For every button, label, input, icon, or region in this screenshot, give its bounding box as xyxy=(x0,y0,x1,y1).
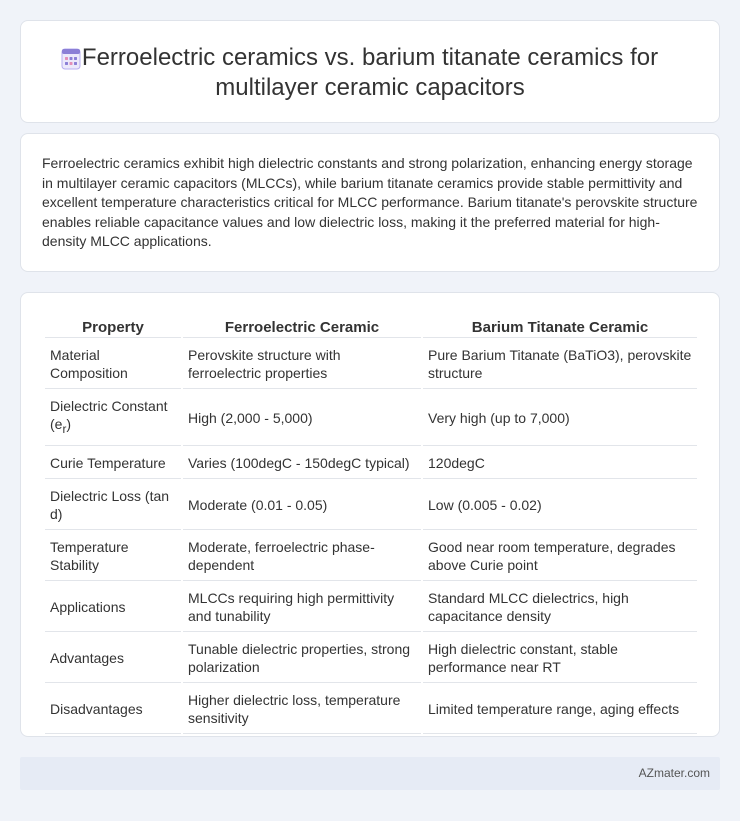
page-title-line1: Ferroelectric ceramics vs. barium titanate ceramics for xyxy=(81,44,659,71)
footer-bar xyxy=(20,757,720,790)
comparison-table-card xyxy=(20,292,720,737)
table-row xyxy=(45,340,697,389)
cell-property: Material Composition xyxy=(45,340,181,389)
header-ferroelectric: Ferroelectric Ceramic xyxy=(183,317,421,338)
comparison-table xyxy=(43,315,699,736)
cell-barium-titanate: Good near room temperature, degrades above Curie point xyxy=(423,532,697,581)
table-row xyxy=(45,391,697,446)
table-row xyxy=(45,532,697,581)
cell-property: Curie Temperature xyxy=(45,448,181,479)
cell-ferroelectric: Perovskite structure with ferroelectric properties xyxy=(183,340,421,389)
summary-card xyxy=(20,133,720,272)
cell-property: Applications xyxy=(45,583,181,632)
cell-barium-titanate: Very high (up to 7,000) xyxy=(423,391,697,446)
cell-barium-titanate: 120degC xyxy=(423,448,697,479)
summary-text: Ferroelectric ceramics exhibit high dielectric constants and strong polarization, enhancing energy storage in multilayer ceramic capacitors (MLCCs), while barium titanate ceramics provide stable permittivity and excellent temperature characteristics critical for MLCC performance. Barium titanate's perovskite structure enables reliable capacitance values and low dielectric loss, making it the preferred material for high-density MLCC applications. xyxy=(42,155,698,249)
table-row xyxy=(45,583,697,632)
table-header-row xyxy=(45,317,697,338)
dielectric-subscript: r xyxy=(62,422,67,436)
cell-property xyxy=(45,391,181,446)
dielectric-constant-label: Dielectric Constant (e xyxy=(50,398,168,432)
cell-ferroelectric: Moderate, ferroelectric phase-dependent xyxy=(183,532,421,581)
dielectric-suffix: ) xyxy=(66,416,72,432)
cell-ferroelectric: Moderate (0.01 - 0.05) xyxy=(183,481,421,530)
cell-barium-titanate: Limited temperature range, aging effects xyxy=(423,685,697,734)
page-title xyxy=(21,43,719,103)
table-row xyxy=(45,448,697,479)
cell-property: Dielectric Loss (tan d) xyxy=(45,481,181,530)
cell-barium-titanate: Standard MLCC dielectrics, high capacitance density xyxy=(423,583,697,632)
table-row xyxy=(45,481,697,530)
title-card xyxy=(20,20,720,123)
cell-property: Disadvantages xyxy=(45,685,181,734)
cell-barium-titanate: Pure Barium Titanate (BaTiO3), perovskite structure xyxy=(423,340,697,389)
cell-ferroelectric: High (2,000 - 5,000) xyxy=(183,391,421,446)
cell-ferroelectric: Tunable dielectric properties, strong polarization xyxy=(183,634,421,683)
page-title-line2: multilayer ceramic capacitors xyxy=(215,74,525,101)
cell-barium-titanate: High dielectric constant, stable performance near RT xyxy=(423,634,697,683)
table-row xyxy=(45,634,697,683)
header-barium-titanate: Barium Titanate Ceramic xyxy=(423,317,697,338)
cell-property: Temperature Stability xyxy=(45,532,181,581)
cell-ferroelectric: MLCCs requiring high permittivity and tunability xyxy=(183,583,421,632)
cell-ferroelectric: Varies (100degC - 150degC typical) xyxy=(183,448,421,479)
footer-site-link[interactable]: AZmater.com xyxy=(638,766,710,780)
cell-ferroelectric: Higher dielectric loss, temperature sensitivity xyxy=(183,685,421,734)
cell-property: Advantages xyxy=(45,634,181,683)
cell-barium-titanate: Low (0.005 - 0.02) xyxy=(423,481,697,530)
table-row xyxy=(45,685,697,734)
header-property: Property xyxy=(45,317,181,338)
